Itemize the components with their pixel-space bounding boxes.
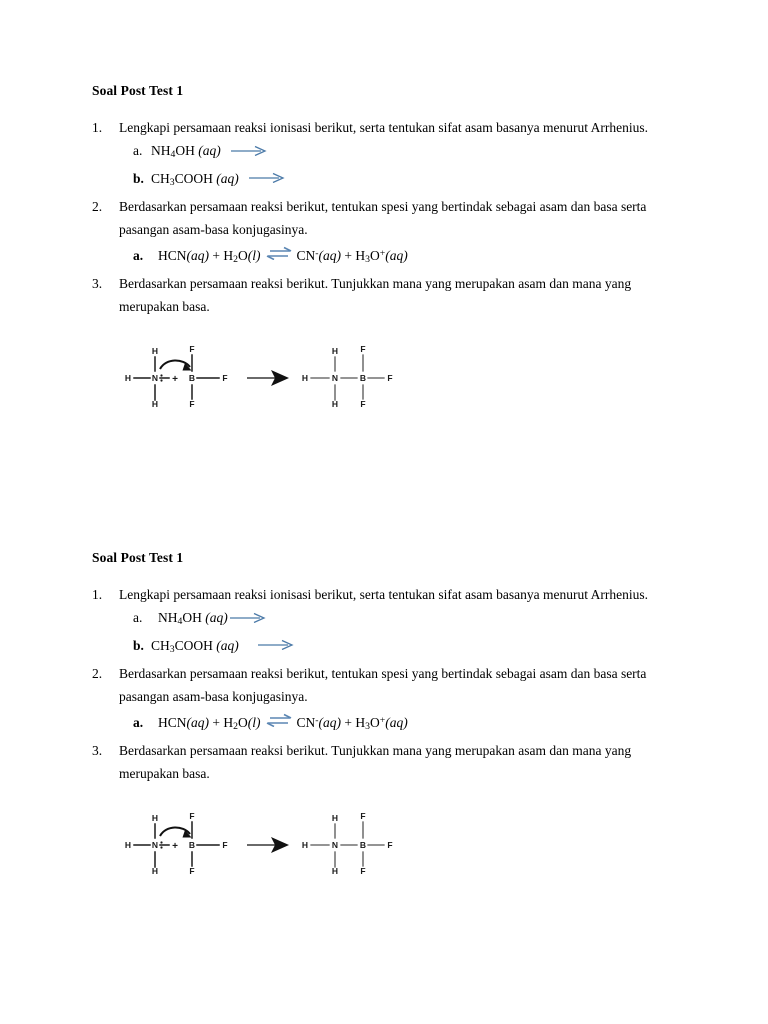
lewis-reaction-svg: [119, 806, 409, 884]
atom-label-B: B: [359, 839, 367, 850]
question-item-1: [92, 583, 692, 662]
atom-label-H: H: [331, 398, 339, 409]
atom-label-B: B: [188, 372, 196, 383]
lewis-reaction-svg: [119, 339, 409, 417]
lewis-structure-diagram: [119, 806, 692, 884]
question-number: 3.: [92, 275, 103, 291]
question-text: Berdasarkan persamaan reaksi berikut. Tunjukkan mana yang merupakan asam dan mana yang merupakan basa.: [119, 275, 632, 315]
worksheet-section-2: [92, 551, 692, 884]
sub-item-list: [119, 139, 692, 194]
atom-label-H: H: [331, 865, 339, 876]
question-text: Berdasarkan persamaan reaksi berikut. Tunjukkan mana yang merupakan asam dan mana yang merupakan basa.: [119, 742, 632, 782]
chemical-formula: $NH_4OH$ (aq): [151, 143, 221, 161]
question-number: 2.: [92, 665, 103, 681]
curved-arrow-icon: [160, 360, 192, 370]
question-item-3: [92, 739, 692, 884]
reaction-arrow-icon: [257, 634, 295, 658]
sub-item-b: [133, 167, 692, 195]
question-item-1: [92, 116, 692, 195]
question-number: 3.: [92, 742, 103, 758]
atom-label-N: N: [151, 839, 159, 850]
question-text: Lengkapi persamaan reaksi ionisasi berikut, serta tentukan sifat asam basanya menurut Arrhenius.: [119, 586, 648, 602]
atom-label-B: B: [359, 372, 367, 383]
sub-item-label: a.: [133, 610, 143, 626]
chemical-formula: $NH_4OH$ (aq): [158, 610, 228, 628]
sub-item-a: [133, 606, 692, 634]
page-title: Soal Post Test 1: [92, 550, 184, 565]
chemical-formula: $CH_3COOH$ (aq): [151, 638, 239, 656]
question-text: Berdasarkan persamaan reaksi berikut, tentukan spesi yang bertindak sebagai asam dan basa serta pasangan asam-basa konjugasinya.: [119, 198, 647, 238]
chemical-formula-right: $CN^-(aq) + H_3O^+(aq)$: [296, 247, 408, 266]
atom-label-H: H: [331, 812, 339, 823]
equilibrium-arrow-icon: [266, 244, 292, 268]
atom-label-F: F: [189, 810, 195, 821]
atom-label-F: F: [189, 343, 195, 354]
page-title: Soal Post Test 1: [92, 83, 184, 98]
sub-item-b: [133, 634, 692, 662]
atom-label-F: F: [360, 865, 366, 876]
lone-pair-dot: [160, 379, 162, 381]
question-number: 2.: [92, 198, 103, 214]
lone-pair-dot: [160, 846, 162, 848]
sub-item-label: b.: [133, 171, 144, 187]
question-list: [92, 116, 692, 417]
question-list: [92, 583, 692, 884]
lewis-structure-diagram: [119, 339, 692, 417]
chemical-formula-left: $HCN(aq) + H_2O(l)$: [158, 247, 261, 266]
atom-label-F: F: [387, 839, 393, 850]
atom-label-H: H: [151, 398, 159, 409]
atom-label-H: H: [301, 372, 309, 383]
atom-label-H: H: [301, 839, 309, 850]
curved-arrow-icon: [160, 827, 192, 837]
reaction-arrow-icon: [229, 607, 267, 631]
reaction-arrow-icon: [247, 837, 289, 853]
question-number: 1.: [92, 119, 103, 135]
question-item-2: [92, 662, 692, 739]
sub-item-list: [119, 709, 692, 739]
question-number: 1.: [92, 586, 103, 602]
atom-label-B: B: [188, 839, 196, 850]
atom-label-F: F: [222, 839, 228, 850]
sub-item-label: a.: [133, 714, 144, 730]
plus-sign: +: [172, 840, 178, 852]
sub-item-a: [133, 139, 692, 167]
reaction-arrow-icon: [230, 140, 268, 164]
sub-item-list: [119, 242, 692, 272]
atom-label-F: F: [360, 398, 366, 409]
atom-label-N: N: [151, 372, 159, 383]
atom-label-F: F: [387, 372, 393, 383]
question-item-3: [92, 272, 692, 417]
plus-sign: +: [172, 373, 178, 385]
lone-pair-dot: [160, 374, 162, 376]
worksheet-section-1: [92, 84, 692, 417]
atom-label-H: H: [151, 345, 159, 356]
chemical-formula: $CH_3COOH$ (aq): [151, 171, 239, 189]
chemical-formula-left: $HCN(aq) + H_2O(l)$: [158, 714, 261, 733]
atom-label-H: H: [331, 345, 339, 356]
atom-label-H: H: [124, 372, 132, 383]
atom-label-H: H: [124, 839, 132, 850]
question-text: Berdasarkan persamaan reaksi berikut, tentukan spesi yang bertindak sebagai asam dan basa serta pasangan asam-basa konjugasinya.: [119, 665, 647, 705]
question-item-2: [92, 195, 692, 272]
reaction-arrow-icon: [248, 167, 286, 191]
atom-label-N: N: [331, 839, 339, 850]
sub-item-a: [133, 242, 692, 272]
sub-item-label: a.: [133, 247, 144, 263]
lone-pair-dot: [160, 841, 162, 843]
atom-label-H: H: [151, 865, 159, 876]
atom-label-F: F: [360, 343, 366, 354]
atom-label-H: H: [151, 812, 159, 823]
sub-item-a: [133, 709, 692, 739]
atom-label-F: F: [189, 398, 195, 409]
atom-label-F: F: [189, 865, 195, 876]
sub-item-label: b.: [133, 638, 144, 654]
chemical-formula-right: $CN^-(aq) + H_3O^+(aq)$: [296, 714, 408, 733]
question-text: Lengkapi persamaan reaksi ionisasi berikut, serta tentukan sifat asam basanya menurut Arrhenius.: [119, 119, 648, 135]
atom-label-F: F: [360, 810, 366, 821]
equilibrium-arrow-icon: [266, 711, 292, 735]
sub-item-list: [119, 606, 692, 661]
atom-label-N: N: [331, 372, 339, 383]
atom-label-F: F: [222, 372, 228, 383]
sub-item-label: a.: [133, 143, 143, 159]
reaction-arrow-icon: [247, 370, 289, 386]
